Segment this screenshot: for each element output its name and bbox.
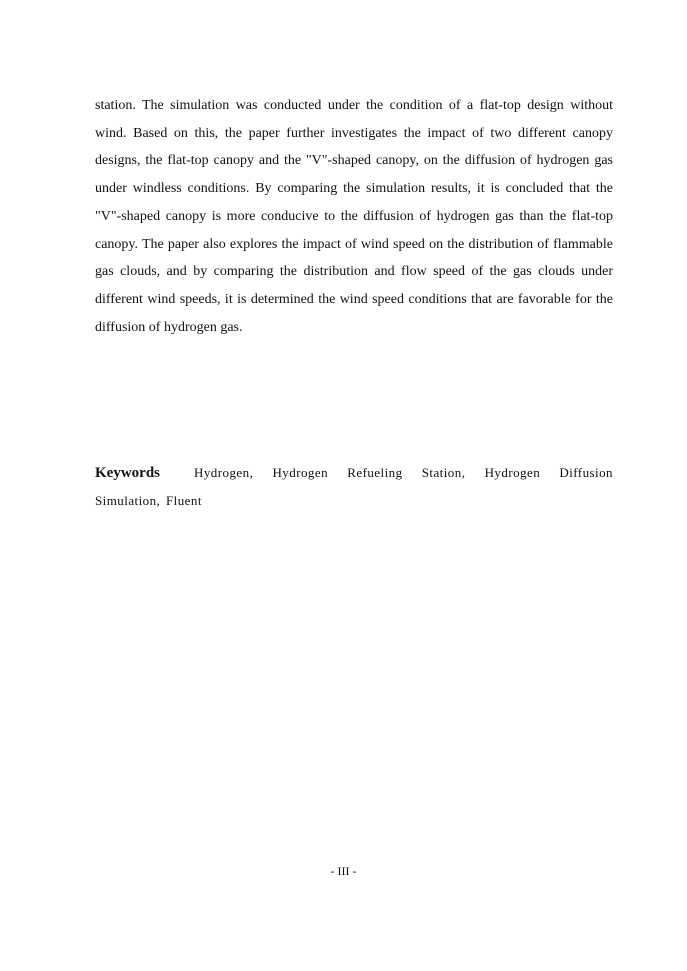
keywords-text: Hydrogen, Hydrogen Refueling Station, Hydrogen Diffusion Simulation, Fluent xyxy=(95,465,613,508)
keywords-line xyxy=(95,459,613,514)
keywords-label: Keywords xyxy=(95,465,160,481)
page-number: - III - xyxy=(330,864,357,878)
abstract-paragraph: station. The simulation was conducted under the condition of a flat-top design without wind. Based on this, the paper further investigates the impact of two different canopy designs, the flat-top canopy and the "V"-shaped canopy, on the diffusion of hydrogen gas under windless conditions. By comparing the simulation results, it is concluded that the "V"-shaped canopy is more conducive to the diffusion of hydrogen gas than the flat-top canopy. The paper also explores the impact of wind speed on the distribution of flammable gas clouds, and by comparing the distribution and flow speed of the gas clouds under different wind speeds, it is determined the wind speed conditions that are favorable for the diffusion of hydrogen gas. xyxy=(95,98,613,335)
